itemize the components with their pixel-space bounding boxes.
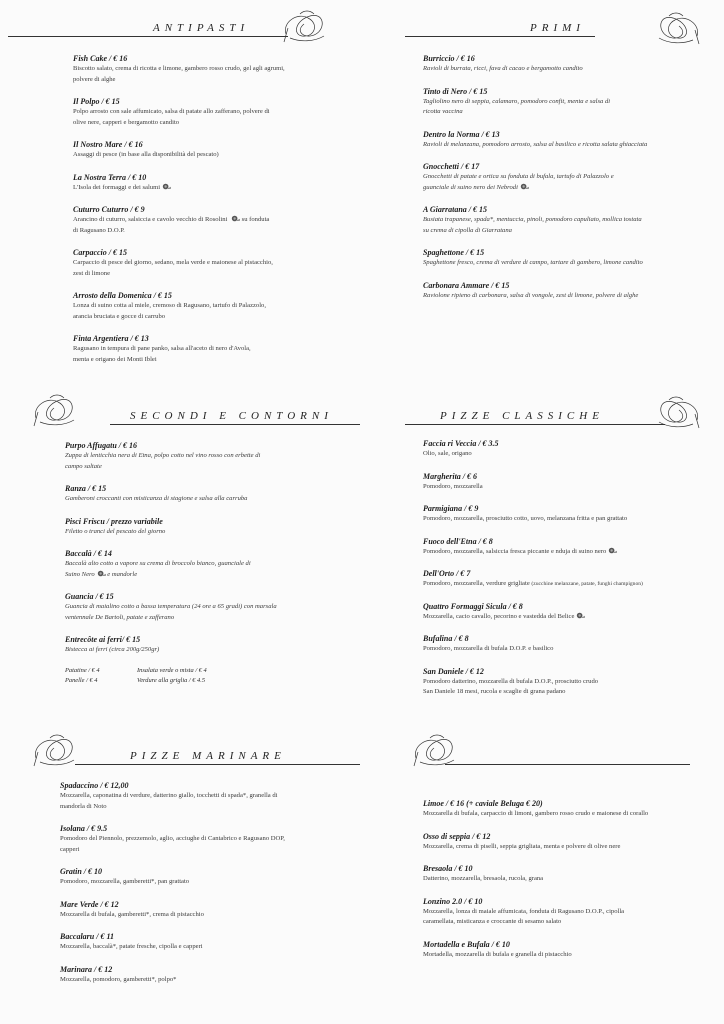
secondi-header — [30, 392, 360, 422]
swirl-logo-icon — [655, 394, 703, 432]
primi-title: PRIMI — [530, 22, 585, 34]
menu-item-title: Margherita / € 6 — [423, 471, 478, 481]
menu-item-desc: campo saltate — [65, 462, 102, 470]
menu-item-desc: Bistecca ai ferri (circa 200g/250gr) — [65, 646, 160, 653]
menu-item-desc: Ragusano in tempura di pane panko, salsa all'aceto di nero d'Avola, — [73, 345, 251, 352]
menu-item — [423, 568, 715, 590]
menu-item — [423, 536, 715, 558]
menu-item-title: Arrosto della Domenica / € 15 — [73, 291, 172, 300]
menu-item-desc: Carpaccio di pesce del giorno, sedano, mela verde e maionese al pistacchio, — [73, 259, 273, 266]
menu-item — [65, 516, 360, 538]
menu-item-desc-text: L'Isola dei formaggi e dei salumi — [73, 183, 161, 191]
menu-item-desc: Pomodoro del Piennolo, prezzemolo, aglio, acciughe di Cantabrico e Ragusano DOP, — [60, 835, 285, 842]
menu-item-desc: di Ragusano D.O.P. — [73, 226, 125, 234]
menu-item-title: Gnocchetti / € 17 — [423, 162, 480, 171]
snail-icon — [231, 215, 240, 222]
pizze-marinare-title: PIZZE MARINARE — [130, 750, 286, 762]
menu-item — [73, 290, 353, 322]
menu-item — [423, 633, 715, 655]
pizze-classiche-rule — [405, 424, 665, 425]
menu-item-desc-text: Suino Nero — [65, 570, 95, 578]
menu-item-desc: Baccalà alto cotto a vapore su crema di broccolo bianco, guanciale di — [65, 560, 251, 567]
menu-item-desc-text: e mandorle — [107, 570, 138, 578]
pizze-speciali-header — [405, 732, 715, 762]
menu-item-title: Gratin / € 10 — [60, 867, 103, 876]
menu-item-desc: Filetto o tranci del pescato del giorno — [65, 527, 166, 535]
menu-item — [73, 333, 353, 365]
snail-icon — [608, 547, 617, 554]
menu-item-desc: Lonza di suino cotta al miele, cremoso di Ragusano, tartufo di Palazzolo, — [73, 302, 266, 309]
menu-item — [423, 601, 715, 623]
pizze-marinare-section — [30, 732, 360, 992]
menu-item-desc: su crema di cipolla di Giarratana — [423, 226, 512, 234]
menu-item-title: Baccalà / € 14 — [65, 549, 112, 558]
menu-item — [73, 172, 353, 194]
menu-item — [423, 798, 715, 820]
menu-item — [65, 440, 360, 472]
menu-item-desc: Olio, sale, origano — [423, 450, 472, 457]
menu-item — [73, 139, 353, 161]
menu-item-title: Baccalaru / € 11 — [60, 932, 115, 941]
menu-item — [60, 866, 360, 888]
menu-item-desc-text: guanciale di suino nero dei Nebrodi — [423, 183, 518, 191]
menu-item-desc: Mozzarella, caponatina di verdure, datterino giallo, tocchetti di spada*, granella di — [60, 792, 278, 799]
menu-item-desc — [423, 183, 715, 194]
menu-item-title: Osso di seppia / € 12 — [423, 831, 491, 841]
menu-item-desc: Zuppa di lenticchia nera di Etna, polpo cotto nel vino rosso con erbette di — [65, 452, 261, 459]
menu-item-title: Quattro Formaggi Sicula / € 8 — [423, 601, 523, 611]
menu-item — [60, 964, 360, 986]
menu-item-desc: Mozzarella, pomodoro, gamberetti*, polpo* — [60, 975, 177, 983]
menu-item-title: Fish Cake / € 16 — [73, 54, 128, 63]
snail-icon — [97, 570, 106, 577]
menu-item-title: Lonzino 2.0 / € 10 — [423, 896, 483, 906]
menu-item — [423, 204, 715, 236]
menu-item-desc: Busiata trapanese, spada*, mentuccia, pinoli, pomodoro capuliato, mollica tostata — [423, 216, 642, 223]
primi-rule — [405, 36, 595, 37]
menu-item-desc: Guancia di maialino cotto a bassa temperatura (24 ore a 65 gradi) con marsala — [65, 603, 277, 610]
menu-item-title: Fuoco dell'Etna / € 8 — [423, 536, 493, 546]
menu-item — [423, 896, 715, 928]
menu-item-note: (zucchine melanzane, patate, funghi champignon) — [531, 581, 643, 587]
pizze-classiche-header — [405, 392, 715, 422]
pizze-marinare-rule — [75, 764, 360, 765]
menu-item — [423, 438, 715, 460]
menu-item-desc: ventennale De Bartoli, patate e zafferano — [65, 613, 175, 621]
menu-item-desc: Gnocchetti di patate e ortica su fonduta di bufala, tartufo di Palazzolo e — [423, 173, 614, 180]
menu-item — [423, 86, 715, 118]
menu-item — [60, 931, 360, 953]
menu-item-title: Finta Argentiera / € 13 — [73, 334, 149, 343]
secondi-section — [30, 392, 360, 702]
menu-item-title: Faccia ri Veccia / € 3.5 — [423, 439, 499, 448]
swirl-logo-icon — [655, 10, 703, 48]
snail-icon — [576, 612, 585, 619]
secondi-list — [65, 440, 360, 684]
menu-item-desc — [423, 612, 715, 623]
menu-item-desc: Mozzarella, crema di piselli, seppia grigliata, menta e polvere di olive nere — [423, 842, 621, 850]
pizze-classiche-section — [405, 392, 715, 732]
menu-item-title: Marinara / € 12 — [60, 964, 113, 974]
contorno-item: Panelle / € 4 — [65, 676, 98, 684]
menu-item — [60, 780, 360, 812]
antipasti-rule — [8, 36, 288, 37]
antipasti-list — [73, 53, 353, 376]
menu-item-desc: Pomodoro, mozzarella di bufala D.O.P. e basilico — [423, 645, 554, 652]
contorno-item: Insalata verde o mista / € 4 — [137, 666, 207, 674]
menu-item-desc: Mozzarella, baccalà*, patate fresche, cipolla e capperi — [60, 943, 203, 950]
menu-item-title: Spadaccino / € 12,00 — [60, 781, 129, 790]
menu-item-desc-text: Pomodoro, mozzarella, salsiccia fresca piccante e nduja di suino nero — [423, 547, 607, 555]
menu-item-desc: Tagliolino nero di seppia, calamaro, pomodoro confit, menta e salsa di — [423, 97, 611, 105]
menu-item-title: A Giarratana / € 15 — [423, 205, 488, 214]
menu-item-title: Cuturro Cuturro / € 9 — [73, 205, 145, 214]
antipasti-title: ANTIPASTI — [153, 22, 250, 34]
menu-item — [423, 471, 715, 493]
menu-item-desc-text: Pomodoro, mozzarella, verdure grigliate — [423, 580, 530, 587]
menu-item-title: Bufalina / € 8 — [423, 634, 469, 643]
menu-item — [423, 863, 715, 885]
menu-item-desc — [65, 570, 360, 581]
menu-item-desc: zest di limone — [73, 269, 110, 277]
menu-item-title: Spaghettone / € 15 — [423, 248, 485, 257]
menu-item-desc: Gamberoni croccanti con misticanza di stagione e salsa alla carruba — [65, 495, 248, 502]
contorno-item: Verdure alla griglia / € 4.5 — [137, 676, 206, 684]
antipasti-section — [8, 8, 353, 388]
menu-item-title: Tinto di Nero / € 15 — [423, 86, 488, 96]
snail-icon — [162, 183, 171, 190]
menu-item — [423, 831, 715, 853]
menu-item — [423, 503, 715, 525]
menu-item — [423, 666, 715, 698]
menu-item-title: Carbonara Ammare / € 15 — [423, 280, 510, 290]
menu-item-desc: capperi — [60, 845, 80, 853]
menu-item-desc — [73, 183, 353, 194]
menu-item-desc: caramellata, misticanza e croccante di sesamo salato — [423, 918, 562, 925]
menu-item-desc: Pomodoro, mozzarella, gamberetti*, pan grattato — [60, 878, 190, 885]
primi-list — [423, 53, 715, 312]
menu-item-title: Il Nostro Mare / € 16 — [73, 140, 143, 149]
menu-item — [73, 247, 353, 279]
menu-item-title: Ranza / € 15 — [65, 484, 107, 493]
pizze-marinare-list — [60, 780, 360, 996]
menu-item — [423, 939, 715, 961]
menu-item-desc: menta e origano dei Monti Iblei — [73, 355, 157, 363]
menu-item — [423, 280, 715, 302]
menu-item-desc: Spaghettone fresco, crema di verdure di campo, tartare di gambero, limone candito — [423, 259, 643, 266]
menu-item — [65, 591, 360, 623]
menu-item-desc — [423, 579, 715, 590]
menu-item-title: Burriccio / € 16 — [423, 54, 475, 63]
pizze-marinare-header — [30, 732, 360, 762]
menu-item-desc: Mozzarella di bufala, gamberetti*, crema di pistacchio — [60, 910, 204, 918]
swirl-logo-icon — [280, 8, 328, 46]
contorni-list — [65, 667, 360, 684]
menu-item-title: Parmigiana / € 9 — [423, 504, 479, 513]
menu-item — [65, 548, 360, 580]
menu-item — [73, 53, 353, 85]
swirl-logo-icon — [30, 732, 78, 770]
menu-item-desc: ricotta vaccina — [423, 108, 463, 115]
menu-item-title: Dentro la Norma / € 13 — [423, 129, 500, 139]
menu-item-title: Limoe / € 16 (+ caviale Beluga € 20) — [423, 799, 543, 808]
menu-item-desc: San Daniele 18 mesi, rucola e scaglie di grana padano — [423, 688, 566, 695]
menu-item — [60, 823, 360, 855]
swirl-logo-icon — [30, 392, 78, 430]
menu-item-title: Purpo Affugatu / € 16 — [65, 441, 138, 450]
menu-item-title: San Daniele / € 12 — [423, 666, 484, 676]
menu-item — [423, 161, 715, 193]
menu-item-desc-text: Mozzarella, cacio cavallo, pecorino e vastedda del Belice — [423, 612, 575, 620]
menu-item — [423, 247, 715, 269]
menu-item-desc: polvere di alghe — [73, 75, 116, 83]
menu-item-desc — [73, 215, 353, 226]
menu-item — [65, 483, 360, 505]
menu-item-desc: Ravioli di burrata, ricci, fava di cacao e bergamotto candito — [423, 65, 583, 72]
primi-header — [405, 8, 715, 38]
pizze-classiche-list — [423, 438, 715, 709]
menu-item-desc-text: Arancino di cuturro, salsiccia e cavolo vecchio di Rosolini — [73, 216, 228, 223]
menu-item-title: Dell'Orto / € 7 — [423, 569, 471, 578]
menu-item — [73, 96, 353, 128]
menu-item-desc: Ravioli di melanzana, pomodoro arrosto, salsa al basilico e ricotta salata ghiacciata — [423, 140, 648, 148]
menu-item-desc: Mozzarella di bufala, carpaccio di limoni, gambero rosso crudo e maionese di corallo — [423, 810, 649, 817]
menu-item-desc: Assaggi di pesce (in base alla disponibilità del pescato) — [73, 151, 219, 158]
menu-item-title: Il Polpo / € 15 — [73, 97, 120, 106]
menu-item-title: Guancia / € 15 — [65, 592, 114, 601]
menu-item-desc: Mortadella, mozzarella di bufala e granella di pistacchio — [423, 950, 572, 958]
antipasti-header — [8, 8, 353, 38]
menu-item-title: Carpaccio / € 15 — [73, 248, 127, 257]
pizze-classiche-title: PIZZE CLASSICHE — [440, 410, 604, 422]
primi-section — [405, 8, 715, 308]
menu-item-title: Bresaola / € 10 — [423, 864, 473, 873]
pizze-speciali-list — [423, 798, 715, 971]
menu-item-title: Pisci Friscu / prezzo variabile — [65, 516, 163, 526]
menu-item-desc-text: su fonduta — [241, 216, 270, 223]
menu-item — [65, 634, 360, 656]
menu-item — [73, 204, 353, 236]
pizze-speciali-section — [405, 732, 715, 992]
menu-item-desc: Pomodoro datterino, mozzarella di bufala D.O.P., prosciutto crudo — [423, 677, 599, 685]
menu-item-title: Mare Verde / € 12 — [60, 899, 119, 909]
menu-item-desc: Mozzarella, lonza di maiale affumicata, fonduta di Ragusano D.O.P., cipolla — [423, 907, 625, 915]
snail-icon — [520, 183, 529, 190]
secondi-title: SECONDI E CONTORNI — [130, 410, 333, 422]
menu-item-desc: Datterino, mozzarella, bresaola, rucola, grana — [423, 875, 544, 882]
menu-item-title: Mortadella e Bufala / € 10 — [423, 939, 510, 949]
menu-item-desc: Biscotto salato, crema di ricotta e limone, gambero rosso crudo, gel agli agrumi, — [73, 65, 285, 72]
menu-item — [60, 899, 360, 921]
secondi-rule — [110, 424, 360, 425]
menu-item-desc: arancia bruciata e gocce di carrubo — [73, 312, 166, 320]
menu-item-title: Isolana / € 9.5 — [60, 824, 108, 833]
menu-item-desc: Polpo arrosto con sale affumicato, salsa di patate allo zafferano, polvere di — [73, 108, 270, 115]
menu-item-title: Entrecôte ai ferri/ € 15 — [65, 635, 141, 644]
menu-item-title: La Nostra Terra / € 10 — [73, 172, 147, 182]
menu-item — [423, 129, 715, 151]
menu-item-desc: Pomodoro, mozzarella — [423, 482, 483, 490]
contorno-item: Patatine / € 4 — [65, 666, 100, 674]
pizze-speciali-rule — [445, 764, 690, 765]
menu-item — [423, 53, 715, 75]
menu-item-desc: Raviolone ripieno di carbonara, salsa di vongole, zest di limone, polvere di alghe — [423, 291, 639, 299]
menu-item-desc: mandorla di Noto — [60, 802, 107, 810]
menu-item-desc: olive nere, capperi e bergamotto candito — [73, 118, 180, 126]
menu-item-desc: Pomodoro, mozzarella, prosciutto cotto, uovo, melanzana fritta e pan grattato — [423, 515, 628, 522]
menu-item-desc — [423, 547, 715, 558]
